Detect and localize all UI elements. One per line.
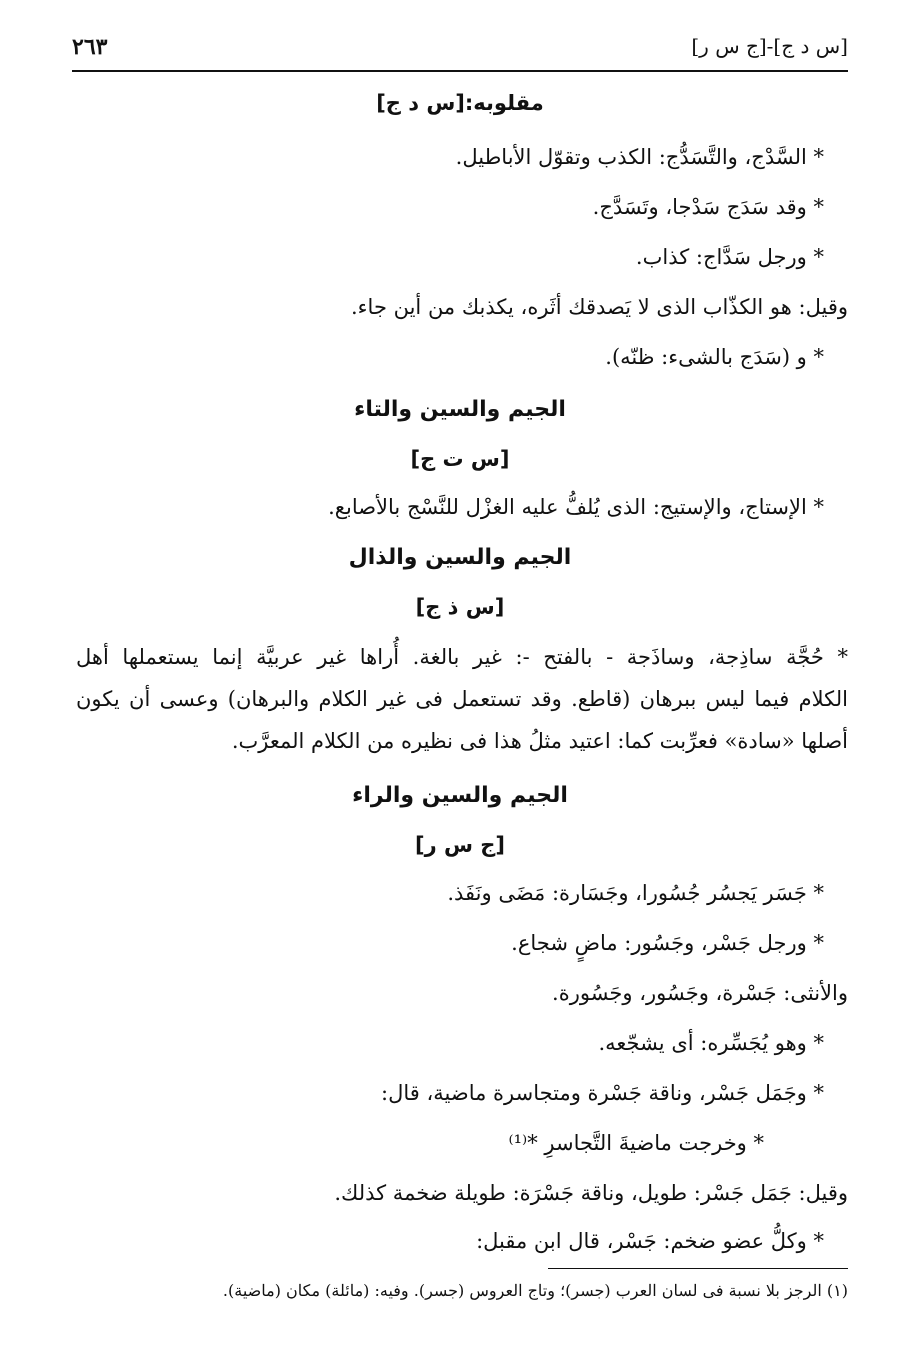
root-heading-j-s-r: [ج س ر] (414, 833, 506, 857)
text-line: * وقد سَدَج سَدْجا، وتَسَدَّج. (592, 195, 824, 219)
text-line: * ورجل سَدَّاج: كذاب. (635, 245, 824, 269)
root-heading-s-t-j: [س ت ج] (410, 447, 510, 471)
text-line: * وجَمَل جَسْر، وناقة جَسْرة ومتجاسرة ماضية، قال: (381, 1081, 824, 1105)
text-line: * الإستاج، والإستيج: الذى يُلفُّ عليه الغزْل للنَّسْج بالأصابع. (328, 495, 824, 519)
page-header (72, 30, 848, 72)
text-line: وقيل: جَمَل جَسْر: طويل، وناقة جَسْرَة: طويلة ضخمة كذلك. (334, 1181, 848, 1205)
chapter-heading-jim-sin-dhal: الجيم والسين والذال (348, 545, 572, 570)
text-line: أصلها «سادة» فعرِّبت كما: اعتيد مثلُ هذا فى نظيره من الكلام المعرَّب. (231, 729, 848, 753)
text-line: * جَسَر يَجسُر جُسُورا، وجَسَارة: مَضَى ونَفَذ. (447, 881, 824, 905)
page-number: ٢٦٣ (72, 34, 108, 60)
root-heading-s-dh-j: [س ذ ج] (415, 595, 505, 619)
text-line: الكلام فيما ليس ببرهان (قاطع. وقد تستعمل فى غير الكلام والبرهان) وعسى أن يكون (76, 687, 848, 711)
text-line: والأنثى: جَسْرة، وجَسُور، وجَسُورة. (552, 981, 848, 1005)
footnote-divider (548, 1268, 848, 1269)
chapter-heading-jim-sin-ra: الجيم والسين والراء (352, 783, 568, 808)
running-head: [س د ج]-[ج س ر] (691, 34, 848, 58)
text-line: * وكلُّ عضو ضخم: جَسْر، قال ابن مقبل: (476, 1229, 824, 1253)
text-line: * و (سَدَج بالشىء: ظنّه). (605, 345, 824, 369)
text-line: * وهو يُجَسِّره: أى يشجّعه. (598, 1031, 824, 1055)
verse-line: * وخرجت ماضيةَ التَّجاسرِ *⁽¹⁾ (508, 1131, 764, 1155)
text-line: * السَّدْج، والتَّسَدُّج: الكذب وتقوّل الأباطيل. (455, 145, 824, 169)
section-heading-maqlub: مقلوبه:[س د ج] (376, 91, 544, 115)
text-line: * حُجَّة ساذِجة، وساذَجة - بالفتح -: غير بالغة. أُراها غير عربيَّة إنما يستعملها أهل (76, 645, 848, 669)
text-line: وقيل: هو الكذّاب الذى لا يَصدقك أثَره، يكذبك من أين جاء. (351, 295, 848, 319)
chapter-heading-jim-sin-ta: الجيم والسين والتاء (354, 397, 566, 422)
text-line: * ورجل جَسْر، وجَسُور: ماضٍ شجاع. (511, 931, 824, 955)
footnote: (١) الرجز بلا نسبة فى لسان العرب (جسر)؛ وتاج العروس (جسر). وفيه: (مائلة) مكان (ماضية). (222, 1281, 848, 1300)
